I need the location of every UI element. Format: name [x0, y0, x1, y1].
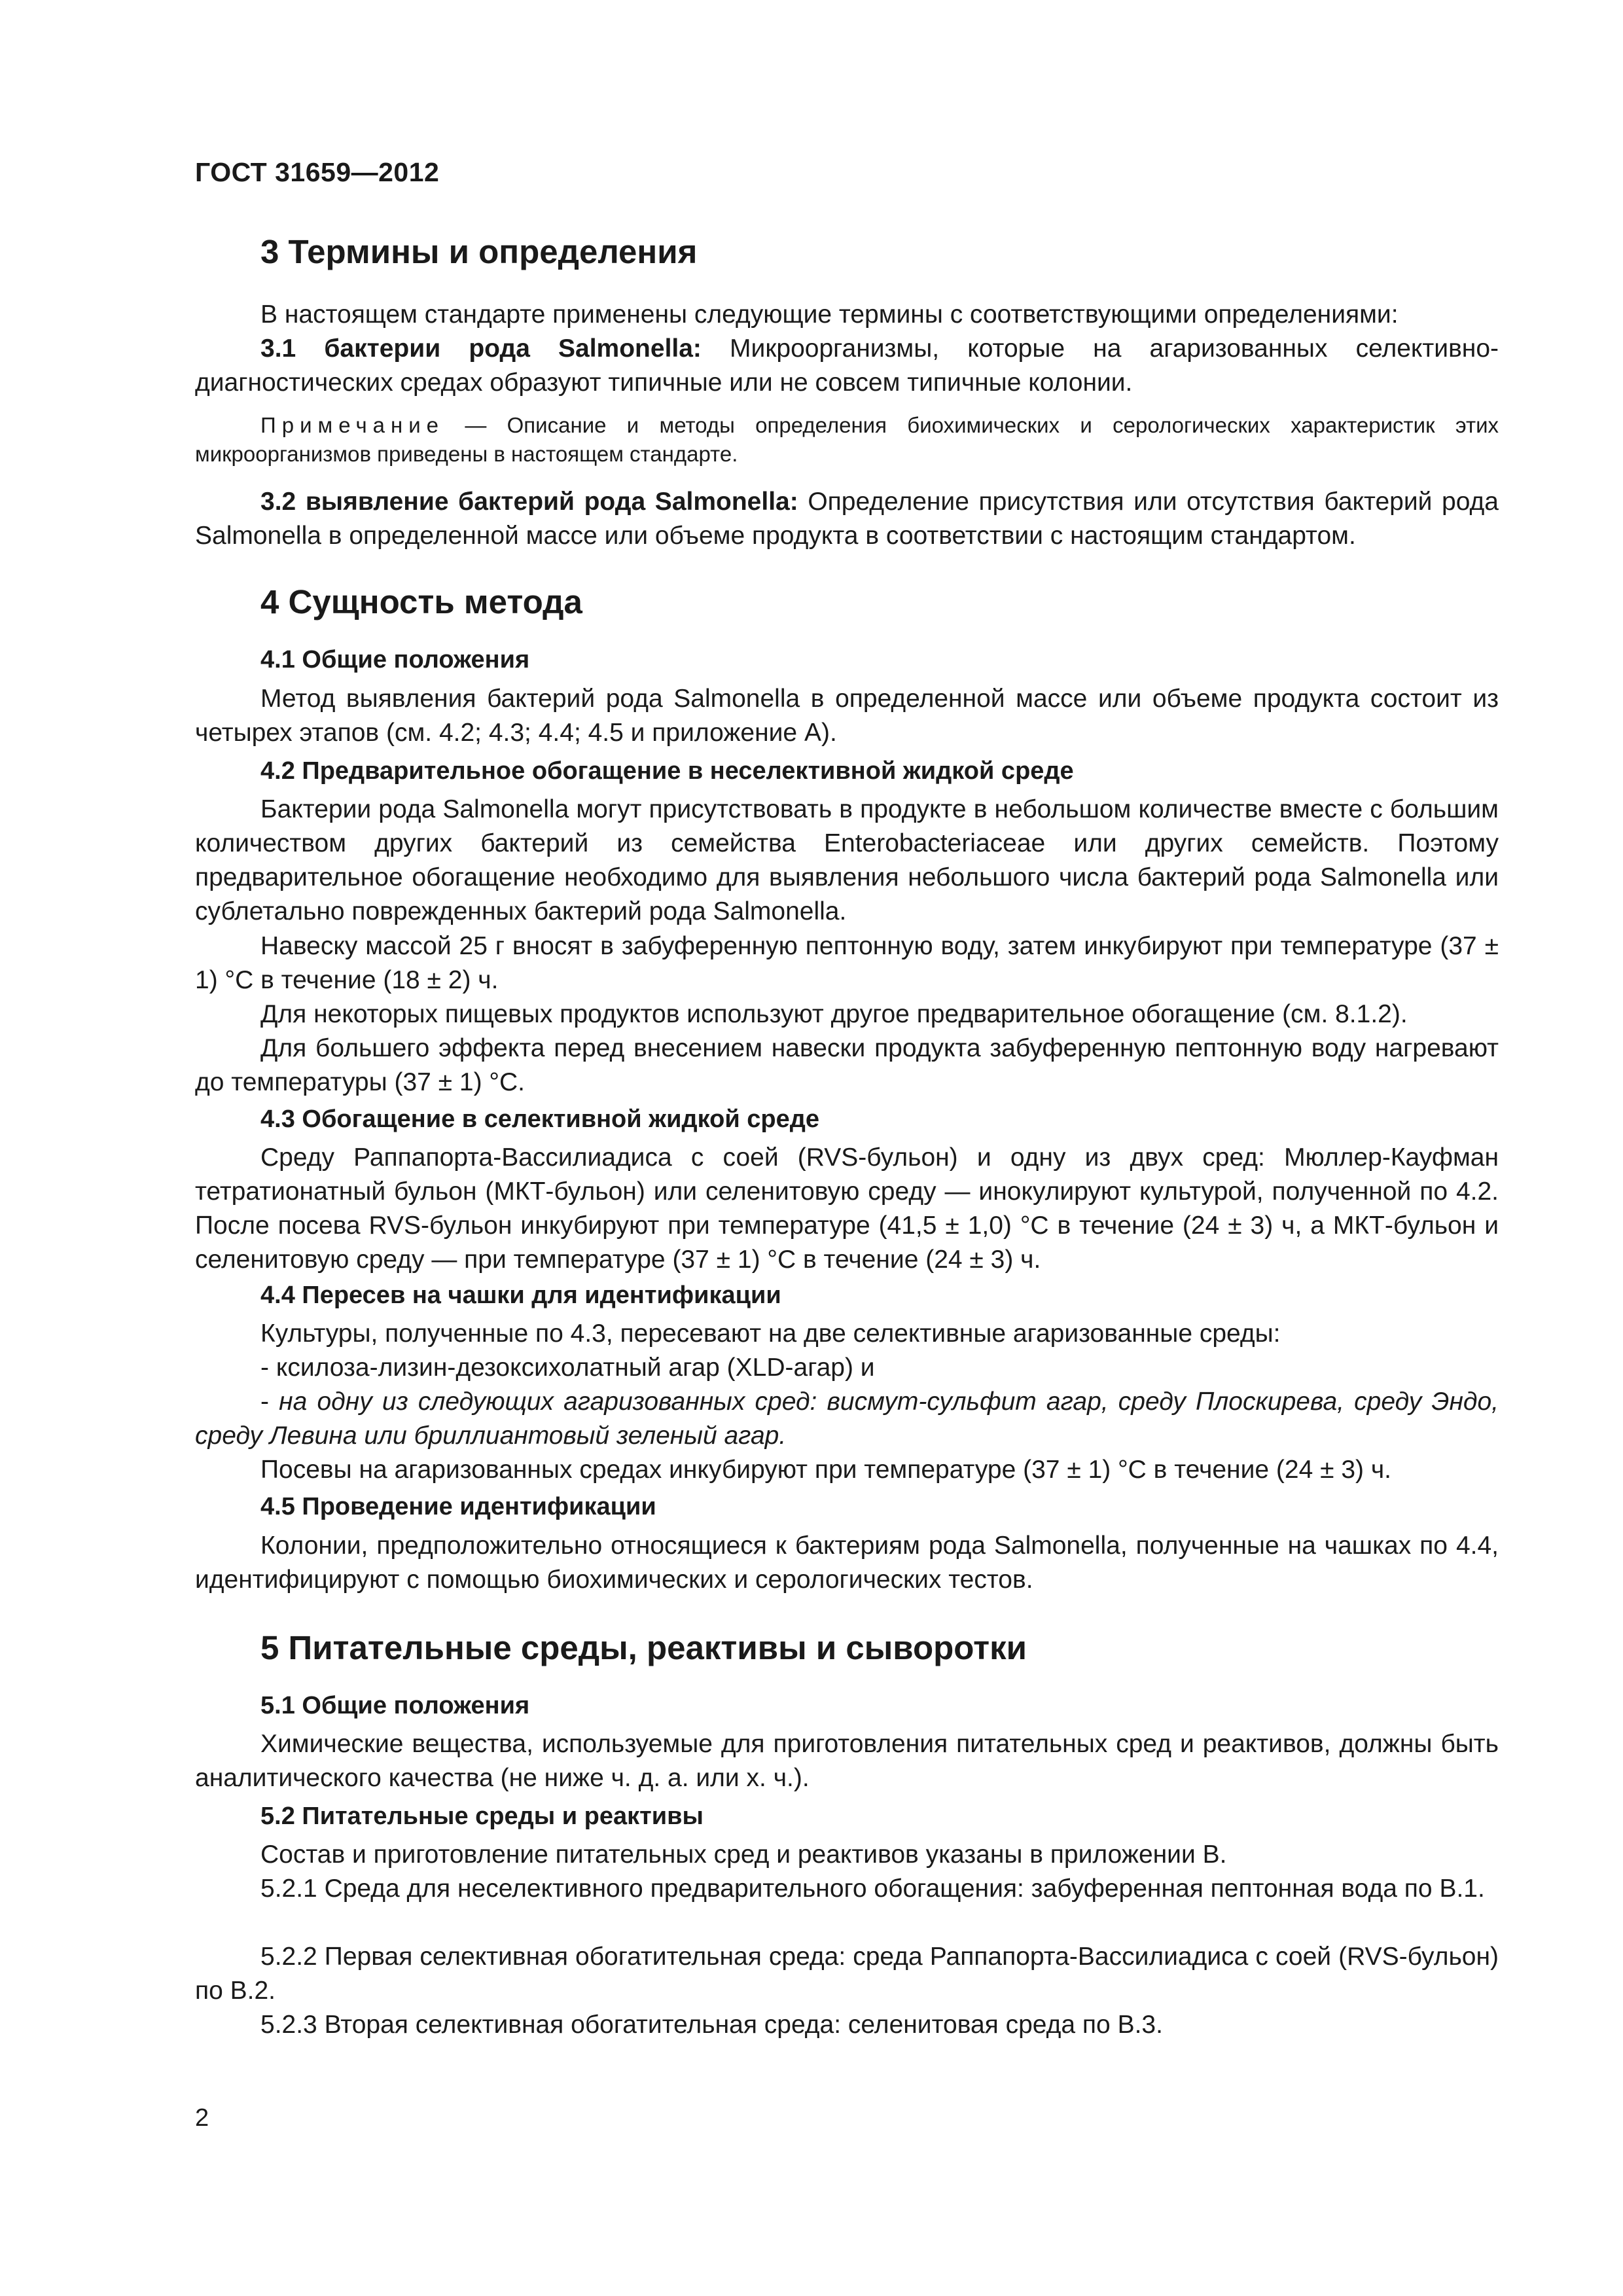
section-4-4-list-item-2	[195, 1385, 1499, 1453]
section-4-2-para-1: Бактерии рода Salmonella могут присутствовать в продукте в небольшом количестве вместе с большим количеством других бактерий из семейства Enterobacteriaceae или других семейств. Поэтому предварительное обогащение необходимо для выявления небольшого числа бактерий рода Salmonella или сублетально поврежденных бактерий рода Salmonella.	[195, 795, 1499, 925]
term-3-1-text: Микроорганизмы, которые на агаризованных селективно-диагностических средах образуют типичные или не совсем типичные колонии.	[195, 334, 1499, 397]
section-5-1-title: 5.1 Общие положения	[260, 1692, 530, 1719]
section-4-2-para-2: Навеску массой 25 г вносят в забуференную пептонную воду, затем инкубируют при температуре (37 ± 1) °С в течение (18 ± 2) ч.	[195, 932, 1499, 994]
section-4-3-title: 4.3 Обогащение в селективной жидкой среде	[260, 1105, 819, 1133]
note-label: Примечание	[260, 413, 445, 437]
section-4-1-para-1: Метод выявления бактерий рода Salmonella в определенной массе или объеме продукта состоит из четырех этапов (см. 4.2; 4.3; 4.4; 4.5 и приложение А).	[195, 685, 1499, 747]
term-3-1-label: 3.1 бактерии рода Salmonella:	[260, 334, 702, 363]
section-5-2-para-1: Состав и приготовление питательных сред и реактивов указаны в приложении В.	[260, 1840, 1227, 1869]
section-5-2-2: 5.2.2 Первая селективная обогатительная среда: среда Раппапорта-Вассилиадиса с соей (RVS-бульон) по В.2.	[195, 1943, 1499, 2005]
section-5-2-title: 5.2 Питательные среды и реактивы	[260, 1803, 704, 1830]
term-3-2-text: Определение присутствия или отсутствия бактерий рода Salmonella в определенной массе или объеме продукта в соответствии с настоящим стандартом.	[195, 488, 1499, 550]
note-3	[195, 411, 1499, 469]
term-3-2-label: 3.2 выявление бактерий рода Salmonella:	[260, 488, 798, 516]
note-text: — Описание и методы определения биохимических и серологических характеристик этих микроорганизмов приведены в настоящем стандарте.	[195, 413, 1499, 466]
section-4-2-para-3: Для некоторых пищевых продуктов используют другое предварительное обогащение (см. 8.1.2).	[260, 1000, 1408, 1028]
term-3-1	[195, 332, 1499, 400]
section-3-title: 3 Термины и определения	[260, 233, 698, 270]
section-4-4-para-1: Культуры, полученные по 4.3, пересевают на две селективные агаризованные среды:	[260, 1319, 1281, 1348]
section-3-intro: В настоящем стандарте применены следующие термины с соответствующими определениями:	[260, 300, 1399, 329]
section-5-2-3: 5.2.3 Вторая селективная обогатительная среда: селенитовая среда по В.3.	[260, 2011, 1163, 2039]
section-4-5-para-1: Колонии, предположительно относящиеся к бактериям рода Salmonella, полученные на чашках по 4.4, идентифицируют с помощью биохимических и серологических тестов.	[195, 1532, 1499, 1594]
page-number: 2	[195, 2104, 209, 2132]
section-4-4-title: 4.4 Пересев на чашки для идентификации	[260, 1282, 781, 1309]
section-5-2-1: 5.2.1 Среда для неселективного предварительного обогащения: забуференная пептонная вода по В.1.	[260, 1874, 1485, 1903]
section-4-1-title: 4.1 Общие положения	[260, 646, 530, 673]
list-dash: -	[260, 1388, 279, 1416]
section-5-1-para-1: Химические вещества, используемые для приготовления питательных сред и реактивов, должны быть аналитического качества (не ниже ч. д. а. или х. ч.).	[195, 1730, 1499, 1792]
list-item-2-text: на одну из следующих агаризованных сред: висмут-сульфит агар, среду Плоскирева, среду Эндо, среду Левина или бриллиантовый зеленый агар.	[195, 1388, 1499, 1450]
section-4-3-para-1: Среду Раппапорта-Вассилиадиса с соей (RVS-бульон) и одну из двух сред: Мюллер-Кауфман тетратионатный бульон (МКТ-бульон) или селенитовую среду — инокулируют культурой, полученной по 4.2. После посева RVS-бульон инкубируют при температуре (41,5 ± 1,0) °С в течение (24 ± 3) ч, а МКТ-бульон и селенитовую среду — при температуре (37 ± 1) °С в течение (24 ± 3) ч.	[195, 1143, 1499, 1274]
section-4-4-para-2: Посевы на агаризованных средах инкубируют при температуре (37 ± 1) °С в течение (24 ± 3) ч.	[260, 1456, 1392, 1484]
section-4-title: 4 Сущность метода	[260, 583, 582, 620]
section-4-4-list-item-1: - ксилоза-лизин-дезоксихолатный агар (XLD-агар) и	[260, 1354, 875, 1382]
document-code: ГОСТ 31659—2012	[195, 157, 440, 187]
section-5-title: 5 Питательные среды, реактивы и сыворотки	[260, 1629, 1027, 1666]
section-4-2-title: 4.2 Предварительное обогащение в неселективной жидкой среде	[260, 757, 1074, 785]
section-4-2-para-4: Для большего эффекта перед внесением навески продукта забуференную пептонную воду нагревают до температуры (37 ± 1) °С.	[195, 1034, 1499, 1096]
section-4-5-title: 4.5 Проведение идентификации	[260, 1493, 656, 1520]
term-3-2	[195, 485, 1499, 553]
